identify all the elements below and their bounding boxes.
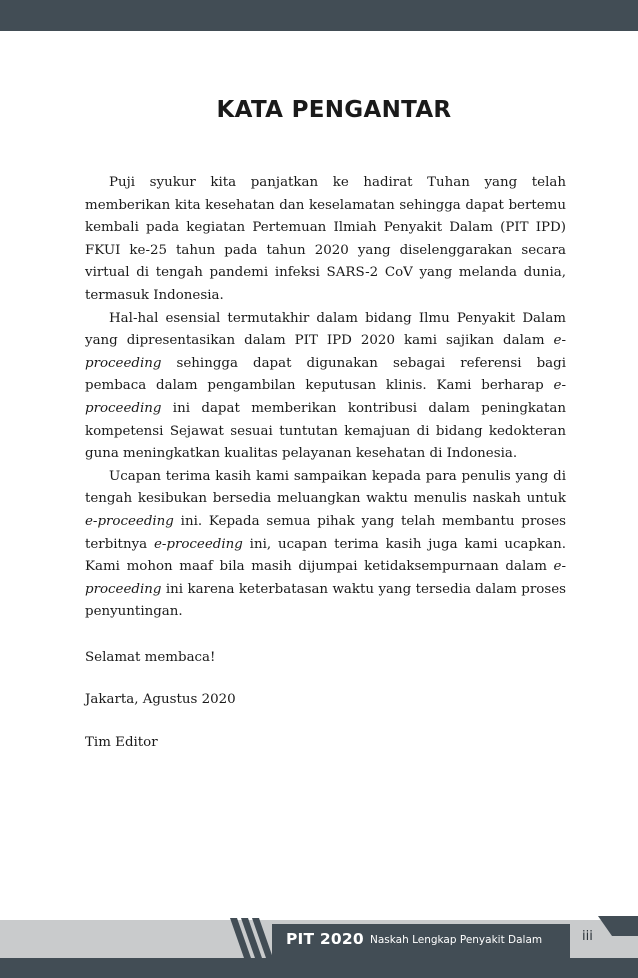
paragraph-text: ini, ucapan terima kasih juga kami ucapkan. Kami mohon maaf bila masih dijumpai ketidaksempurnaan dalam [85, 536, 567, 575]
closing-signature: Tim Editor [85, 735, 158, 751]
footer-brand: PIT 2020 [286, 930, 364, 948]
paragraph-text: ini dapat memberikan kontribusi dalam peningkatan kompetensi Sejawat sesuai tuntutan kemajuan di bidang kedokteran guna meningkatkan kualitas pelayanan kesehatan di Indonesia. [85, 400, 566, 462]
paragraph-text: ini. Kepada semua pihak yang telah membantu proses terbitnya [85, 513, 566, 552]
footer-corner-decoration [598, 916, 638, 936]
body-text [85, 172, 566, 755]
italic-term: e-proceeding [153, 536, 243, 552]
footer-bottom-bar [0, 958, 638, 978]
paragraph-text: Puji syukur kita panjatkan ke hadirat Tuhan yang telah memberikan kita kesehatan dan keselamatan sehingga dapat bertemu kembali pada kegiatan Pertemuan Ilmiah Penyakit Dalam (PIT IPD) FKUI ke-25 tahun pada tahun 2020 yang diselenggarakan secara virtual di tengah pandemi infeksi SARS-2 CoV yang melanda dunia, termasuk Indonesia. [85, 175, 566, 303]
page-title: KATA PENGANTAR [216, 97, 452, 123]
paragraph-text: ini karena keterbatasan waktu yang tersedia dalam proses penyuntingan. [85, 581, 566, 620]
paragraph-text: Ucapan terima kasih kami sampaikan kepada para penulis yang di tengah kesibukan bersedia meluangkan waktu menulis naskah untuk [85, 468, 566, 507]
page-number: iii [582, 929, 593, 944]
paragraph [85, 308, 566, 466]
paragraph-text: sehingga dapat digunakan sebagai referensi bagi pembaca dalam pengambilan keputusan klinis. Kami berharap [85, 355, 566, 394]
italic-term: e-proceeding [85, 378, 566, 416]
closing-place-date: Jakarta, Agustus 2020 [85, 692, 236, 708]
paragraph [85, 466, 566, 624]
italic-term: e-proceeding [85, 333, 566, 371]
footer-subtitle: Naskah Lengkap Penyakit Dalam [370, 934, 543, 946]
closing-greeting: Selamat membaca! [85, 649, 216, 665]
paragraph [85, 172, 566, 308]
top-bar [0, 0, 638, 31]
paragraph-text: Hal-hal esensial termutakhir dalam bidang Ilmu Penyakit Dalam yang dipresentasikan dalam PIT IPD 2020 kami sajikan dalam [85, 310, 566, 349]
italic-term: e-proceeding [85, 559, 566, 597]
italic-term: e-proceeding [85, 513, 174, 529]
